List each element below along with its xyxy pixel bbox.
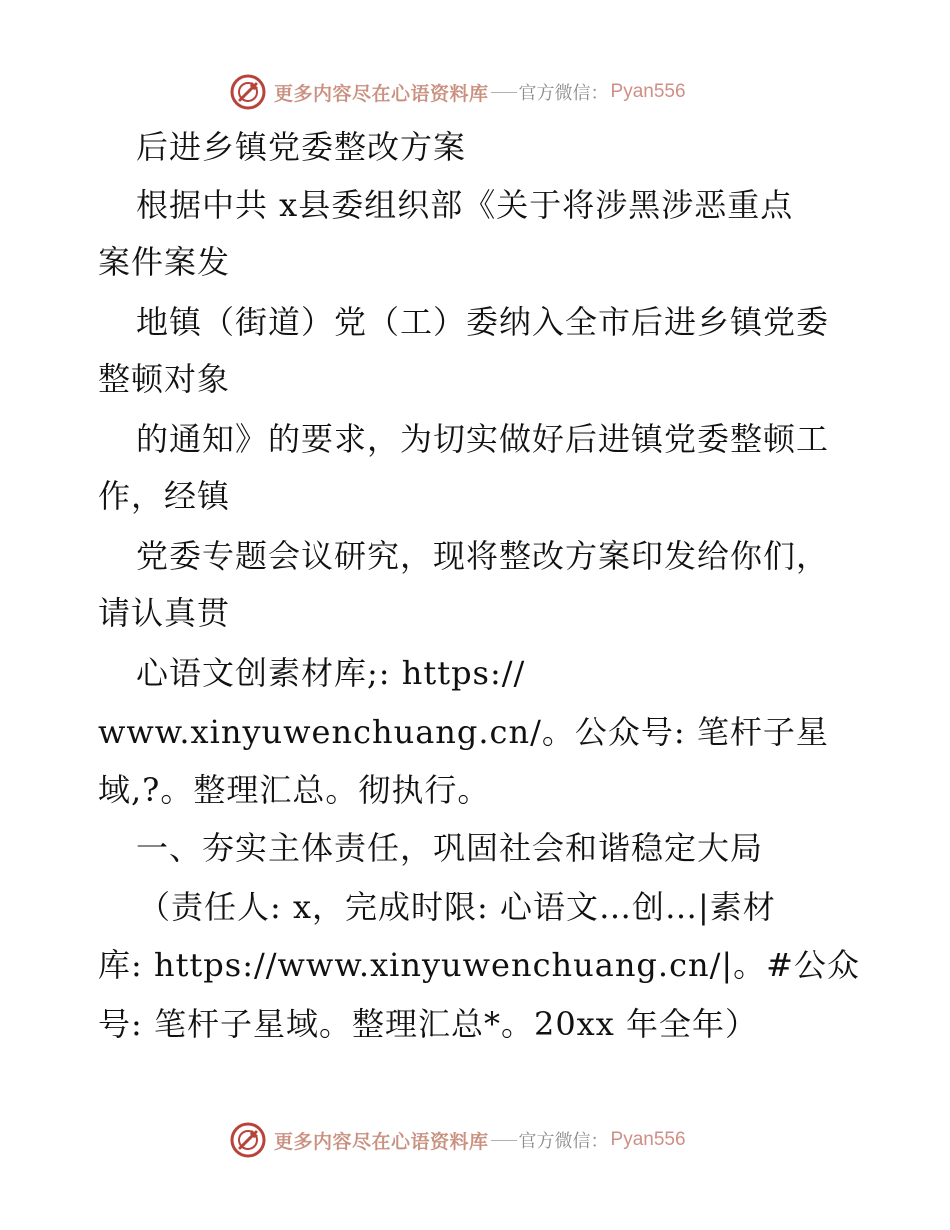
- paragraph-line: 作，经镇: [98, 477, 231, 515]
- watermark-dash: [491, 1140, 517, 1141]
- header-watermark: [230, 72, 686, 112]
- paragraph-line: 根据中共 x县委组织部《关于将涉黑涉恶重点: [136, 186, 794, 224]
- document-title: 后进乡镇党委整改方案: [136, 128, 467, 166]
- watermark-id: Pyan556: [610, 81, 686, 102]
- paragraph-line: 库: https://www.xinyuwenchuang.cn/|。#公众: [98, 946, 860, 984]
- paragraph-line: 域,?。整理汇总。彻执行。: [98, 771, 491, 809]
- paragraph-line: www.xinyuwenchuang.cn/。公众号: 笔杆子星: [98, 713, 829, 751]
- section-heading: 一、夯实主体责任，巩固社会和谐稳定大局: [136, 829, 764, 867]
- watermark-id: Pyan556: [610, 1129, 686, 1150]
- seal-logo-icon: [230, 74, 266, 110]
- paragraph-line: （责任人: x，完成时限: 心语文…创…|素材: [138, 888, 776, 926]
- paragraph-line: 的通知》的要求，为切实做好后进镇党委整顿工: [136, 420, 830, 458]
- paragraph-line: 整顿对象: [98, 360, 231, 398]
- watermark-label: 官方微信：: [518, 83, 609, 104]
- paragraph-line: 请认真贯: [98, 594, 231, 632]
- watermark-title: 更多内容尽在心语资料库: [274, 1130, 489, 1153]
- paragraph-line: 心语文创素材库;: https://: [136, 654, 526, 692]
- paragraph-line: 案件案发: [98, 243, 231, 281]
- watermark-dash: [491, 92, 517, 93]
- paragraph-line: 地镇（街道）党（工）委纳入全市后进乡镇党委: [136, 303, 830, 341]
- watermark-label: 官方微信：: [518, 1131, 609, 1152]
- footer-watermark: [230, 1120, 686, 1160]
- seal-logo-icon: [230, 1122, 266, 1158]
- paragraph-line: 号: 笔杆子星域。整理汇总*。20xx 年全年）: [98, 1005, 758, 1043]
- paragraph-line: 党委专题会议研究，现将整改方案印发给你们，: [136, 537, 830, 575]
- watermark-title: 更多内容尽在心语资料库: [274, 82, 489, 105]
